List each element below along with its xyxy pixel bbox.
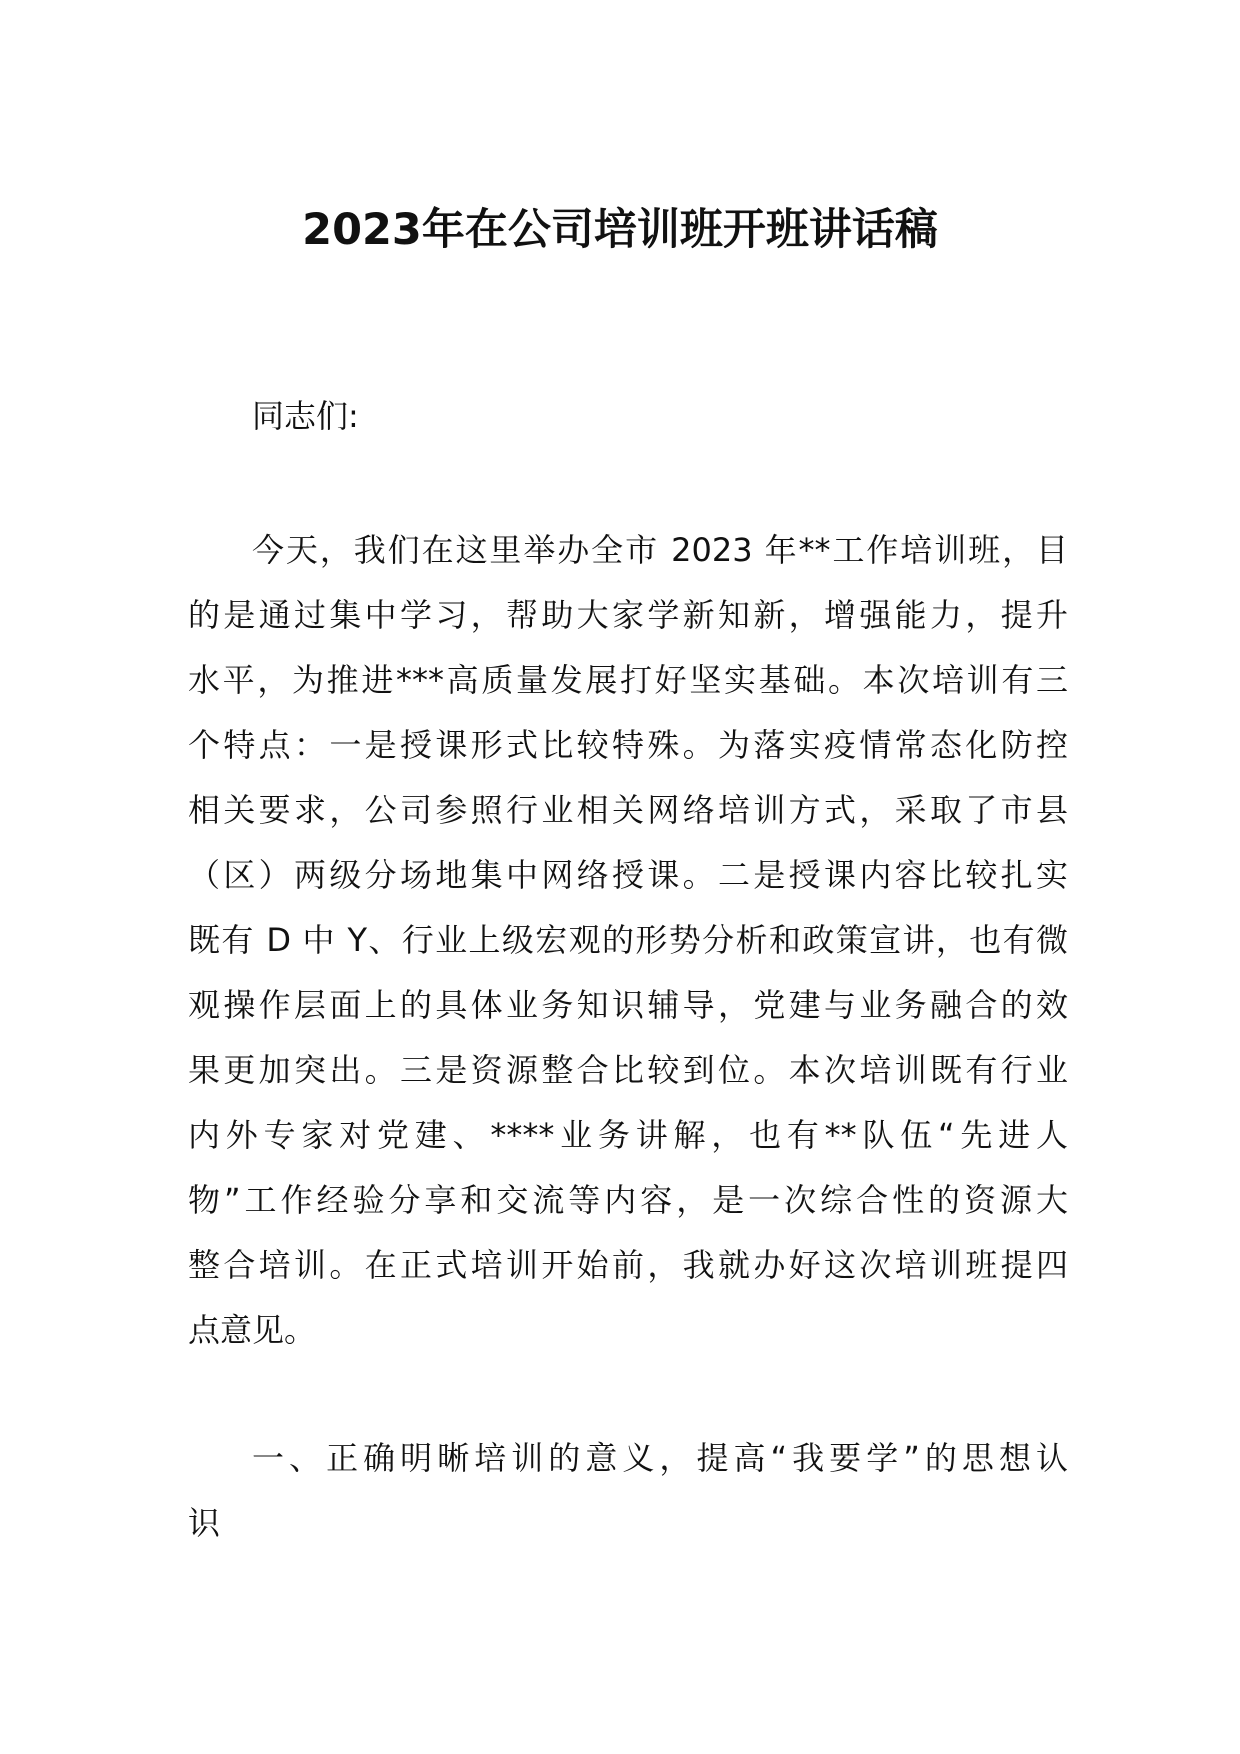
paragraph-line: 水平，为推进***高质量发展打好坚实基础。本次培训有三	[188, 661, 1068, 699]
paragraph-line: 的是通过集中学习，帮助大家学新知新，增强能力，提升	[188, 596, 1068, 634]
paragraph-line: 物”工作经验分享和交流等内容，是一次综合性的资源大	[188, 1181, 1068, 1219]
paragraph-line: 点意见。	[188, 1311, 317, 1349]
section-heading-1	[188, 1426, 1068, 1556]
document-title: 2023年在公司培训班开班讲话稿	[302, 205, 938, 255]
paragraph-line: 既有 D 中 Y、行业上级宏观的形势分析和政策宣讲，也有微	[188, 921, 1068, 959]
paragraph-line: 观操作层面上的具体业务知识辅导，党建与业务融合的效	[188, 986, 1068, 1024]
paragraph-line: 内外专家对党建、****业务讲解，也有**队伍“先进人	[188, 1116, 1068, 1154]
paragraph-line: （区）两级分场地集中网络授课。二是授课内容比较扎实	[188, 856, 1068, 894]
section-heading-line: 一、正确明晰培训的意义，提高“我要学”的思想认	[252, 1439, 1068, 1477]
paragraph-line: 个特点：一是授课形式比较特殊。为落实疫情常态化防控	[188, 726, 1068, 764]
greeting: 同志们:	[252, 397, 359, 435]
paragraph-line: 果更加突出。三是资源整合比较到位。本次培训既有行业	[188, 1051, 1068, 1089]
paragraph-line: 相关要求，公司参照行业相关网络培训方式，采取了市县	[188, 791, 1068, 829]
paragraph-intro	[188, 518, 1068, 1363]
paragraph-line: 整合培训。在正式培训开始前，我就办好这次培训班提四	[188, 1246, 1068, 1284]
paragraph-line: 今天，我们在这里举办全市 2023 年**工作培训班，目	[252, 531, 1068, 569]
section-heading-line: 识	[188, 1504, 221, 1542]
